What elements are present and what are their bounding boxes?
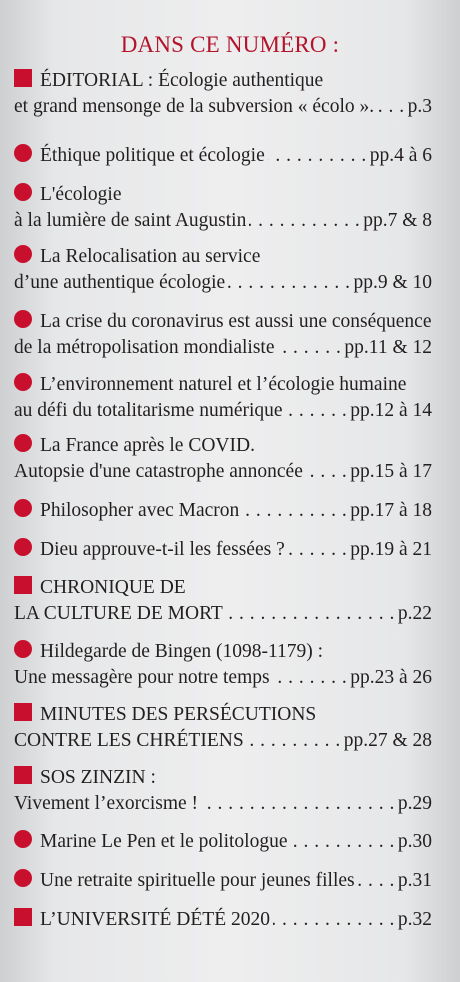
- entry-title: Éthique politique et écologie: [40, 145, 265, 166]
- page-number: pp.4 à 6: [369, 145, 432, 166]
- toc-entry: [14, 182, 432, 234]
- entry-subtitle: Une messagère pour notre temps: [14, 667, 270, 688]
- entry-title: Dieu approuve-t-il les fessées ?: [40, 539, 285, 560]
- entry-subtitle: Vivement l’exorcisme !: [14, 793, 199, 814]
- square-bullet-icon: [14, 766, 32, 784]
- circle-bullet-icon: [14, 245, 32, 263]
- toc-entry: [14, 868, 432, 894]
- entry-subtitle: et grand mensonge de la subversion « écolo ».: [14, 96, 375, 117]
- dot-leader: [286, 398, 348, 424]
- entry-title: CHRONIQUE DE: [40, 577, 186, 598]
- entry-title: L’environnement naturel et l’écologie humaine: [40, 374, 407, 395]
- page-number: pp.27 & 28: [343, 730, 432, 751]
- toc-entry: [14, 372, 432, 424]
- circle-bullet-icon: [14, 310, 32, 328]
- entry-subtitle: au défi du totalitarisme numérique: [14, 400, 283, 421]
- entry-title: L'écologie: [40, 184, 122, 205]
- toc-entry-sos-zinzin: [14, 765, 432, 817]
- entry-title: La France après le COVID.: [40, 435, 255, 456]
- square-bullet-icon: [14, 576, 32, 594]
- page-number: p.29: [397, 793, 432, 814]
- circle-bullet-icon: [14, 538, 32, 556]
- page-number: p.22: [397, 603, 432, 624]
- dot-leader: [358, 868, 395, 894]
- dot-leader: [249, 208, 360, 234]
- toc-entry: [14, 639, 432, 691]
- dot-leader: [290, 829, 394, 855]
- page-number: p.32: [397, 909, 432, 930]
- dot-leader: [242, 498, 347, 524]
- page-number: pp.12 à 14: [350, 400, 432, 421]
- toc-entry: [14, 498, 432, 524]
- entry-title: SOS ZINZIN :: [40, 767, 156, 788]
- circle-bullet-icon: [14, 499, 32, 517]
- toc-entry-chronique: [14, 575, 432, 627]
- circle-bullet-icon: [14, 183, 32, 201]
- entry-title: Philosopher avec Macron: [40, 500, 240, 521]
- toc-entry: [14, 433, 432, 485]
- page-number: p.31: [397, 870, 432, 891]
- dot-leader: [228, 270, 350, 296]
- page-number: pp.19 à 21: [350, 539, 432, 560]
- square-bullet-icon: [14, 69, 32, 87]
- page-number: pp.11 & 12: [344, 337, 432, 358]
- dot-leader: [306, 459, 347, 485]
- entry-subtitle: LA CULTURE DE MORT: [14, 603, 223, 624]
- toc-entry: [14, 143, 432, 169]
- page-title: DANS CE NUMÉRO :: [120, 32, 340, 57]
- entry-title: La Relocalisation au service: [40, 246, 261, 267]
- dot-leader: [377, 94, 405, 120]
- entry-subtitle: Autopsie d'une catastrophe annoncée: [14, 461, 303, 482]
- toc-entry: [14, 309, 432, 361]
- entry-subtitle: de la métropolisation mondialiste: [14, 337, 275, 358]
- toc-entry: [14, 829, 432, 855]
- dot-leader: [201, 791, 395, 817]
- entry-title: Marine Le Pen et le politologue: [40, 831, 288, 852]
- toc-entry: [14, 244, 432, 296]
- entry-title: MINUTES DES PERSÉCUTIONS: [40, 704, 317, 725]
- dot-leader: [273, 665, 348, 691]
- entry-title: L’UNIVERSITÉ DÉTÉ 2020: [40, 909, 271, 930]
- toc-entry-universite: [14, 907, 432, 933]
- toc-entry: [14, 537, 432, 563]
- page-number: p.3: [407, 96, 432, 117]
- entry-title: ÉDITORIAL : Écologie authentique: [40, 70, 324, 91]
- circle-bullet-icon: [14, 830, 32, 848]
- toc-entry-editorial: [14, 68, 432, 120]
- circle-bullet-icon: [14, 640, 32, 658]
- dot-leader: [268, 143, 367, 169]
- page-number: p.30: [397, 831, 432, 852]
- page-number: pp.9 & 10: [353, 272, 432, 293]
- page-number: pp.23 à 26: [350, 667, 432, 688]
- page-number: pp.17 à 18: [350, 500, 432, 521]
- page-number: pp.7 & 8: [363, 210, 432, 231]
- circle-bullet-icon: [14, 373, 32, 391]
- circle-bullet-icon: [14, 144, 32, 162]
- entry-title: La crise du coronavirus est aussi une conséquence: [40, 311, 432, 332]
- entry-title: Une retraite spirituelle pour jeunes filles: [40, 870, 355, 891]
- entry-subtitle: à la lumière de saint Augustin: [14, 210, 247, 231]
- toc-entry-minutes: [14, 702, 432, 754]
- entry-subtitle: CONTRE LES CHRÉTIENS: [14, 730, 244, 751]
- dot-leader: [278, 335, 342, 361]
- dot-leader: [226, 601, 395, 627]
- page-number: pp.15 à 17: [350, 461, 432, 482]
- dot-leader: [247, 728, 341, 754]
- square-bullet-icon: [14, 908, 32, 926]
- square-bullet-icon: [14, 703, 32, 721]
- entry-title: Hildegarde de Bingen (1098-1179) :: [40, 641, 324, 662]
- dot-leader: [288, 537, 347, 563]
- dot-leader: [273, 907, 395, 933]
- entry-subtitle: d’une authentique écologie: [14, 272, 226, 293]
- circle-bullet-icon: [14, 869, 32, 887]
- circle-bullet-icon: [14, 434, 32, 452]
